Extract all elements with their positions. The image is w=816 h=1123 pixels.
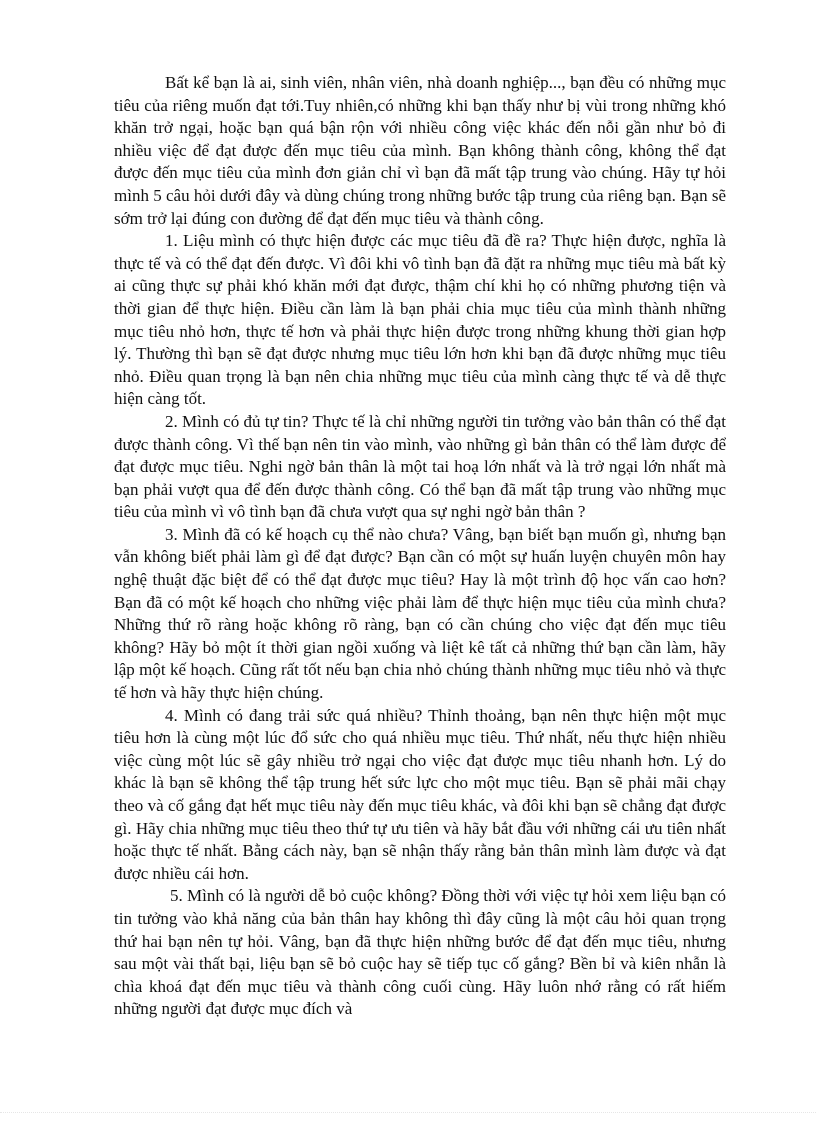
document-body (114, 72, 726, 1021)
intro-paragraph: Bất kể bạn là ai, sinh viên, nhân viên, nhà doanh nghiệp..., bạn đều có những mục tiêu của riêng muốn đạt tới.Tuy nhiên,có những khi bạn thấy như bị vùi trong những khó khăn trở ngại, hoặc bạn quá bận rộn với nhiều công việc khác đến nỗi gần như bỏ đi nhiều việc để đạt được đến mục tiêu của mình. Bạn không thành công, không thể đạt được đến mục tiêu của mình đơn giản chỉ vì bạn đã mất tập trung vào chúng. Hãy tự hỏi mình 5 câu hỏi dưới đây và dùng chúng trong những bước tập trung của riêng bạn. Bạn sẽ sớm trở lại đúng con đường để đạt đến mục tiêu và thành công. (114, 73, 726, 228)
question-5-paragraph: 5. Mình có là người dễ bỏ cuộc không? Đồng thời với việc tự hỏi xem liệu bạn có tin tưởng vào khả năng của bản thân hay không thì đây cũng là một câu hỏi quan trọng thứ hai bạn nên tự hỏi. Vâng, bạn đã thực hiện những bước để đạt đến mục tiêu, nhưng sau một vài thất bại, liệu bạn sẽ bỏ cuộc hay sẽ tiếp tục cố gắng? Bền bỉ và kiên nhẫn là chìa khoá đạt đến mục tiêu và thành công cuối cùng. Hãy luôn nhớ rằng có rất hiếm những người đạt được mục đích và (114, 886, 726, 1019)
question-4-paragraph: 4. Mình có đang trải sức quá nhiều? Thỉnh thoảng, bạn nên thực hiện một mục tiêu hơn là cùng một lúc đổ sức cho quá nhiều mục tiêu. Thứ nhất, nếu thực hiện nhiều việc cùng một lúc sẽ gây nhiều trở ngại cho việc đạt được mục tiêu nhanh hơn. Lý do khác là bạn sẽ không thể tập trung hết sức lực cho một mục tiêu. Bạn sẽ phải mãi chạy theo và cố gắng đạt hết mục tiêu này đến mục tiêu khác, và đôi khi bạn sẽ chẳng đạt được gì. Hãy chia những mục tiêu theo thứ tự ưu tiên và hãy bắt đầu với những cái ưu tiên nhất hoặc thực tế nhất. Bằng cách này, bạn sẽ nhận thấy rằng bản thân mình làm được và đạt được nhiều cái hơn. (114, 705, 726, 883)
page-bottom-border (0, 1112, 816, 1113)
question-1-paragraph: 1. Liệu mình có thực hiện được các mục tiêu đã đề ra? Thực hiện được, nghĩa là thực tế và có thể đạt đến được. Vì đôi khi vô tình bạn đã đặt ra những mục tiêu mà bất kỳ ai cũng thực sự phải khó khăn mới đạt được, thậm chí khi họ có những phương tiện và thời gian để thực hiện. Điều cần làm là bạn phải chia mục tiêu của mình thành những mục tiêu nhỏ hơn, thực tế hơn và phải thực hiện được trong những khung thời gian hợp lý. Thường thì bạn sẽ đạt được nhưng mục tiêu lớn hơn khi bạn đã được những mục tiêu nhỏ. Điều quan trọng là bạn nên chia những mục tiêu của mình càng thực tế và dễ thực hiện càng tốt. (114, 231, 726, 409)
question-3-paragraph: 3. Mình đã có kế hoạch cụ thể nào chưa? Vâng, bạn biết bạn muốn gì, nhưng bạn vẫn không biết phải làm gì để đạt được? Bạn cần có một sự huấn luyện chuyên môn hay nghệ thuật đặc biệt để có thể đạt được mục tiêu? Hay là một trình độ học vấn cao hơn? Bạn đã có một kế hoạch cho những việc phải làm để thực hiện mục tiêu của mình chưa? Những thứ rõ ràng hoặc không rõ ràng, bạn có cần chúng cho việc đạt đến mục tiêu không? Hãy bỏ một ít thời gian ngồi xuống và liệt kê tất cả những thứ bạn cần làm, hãy lập một kế hoạch. Cũng rất tốt nếu bạn chia nhỏ chúng thành những mục tiêu nhỏ và thực tế hơn và hãy thực hiện chúng. (114, 524, 726, 703)
question-2-paragraph: 2. Mình có đủ tự tin? Thực tế là chỉ những người tin tưởng vào bản thân có thể đạt được thành công. Vì thế bạn nên tin vào mình, vào những gì bản thân có thể làm được để đạt được mục tiêu. Nghi ngờ bản thân là một tai hoạ lớn nhất và là trở ngại lớn nhất mà bạn phải vượt qua để đến được thành công. Có thể bạn đã mất tập trung vào những mục tiêu của mình vì vô tình bạn đã chưa vượt qua sự nghi ngờ bản thân ? (114, 411, 726, 522)
